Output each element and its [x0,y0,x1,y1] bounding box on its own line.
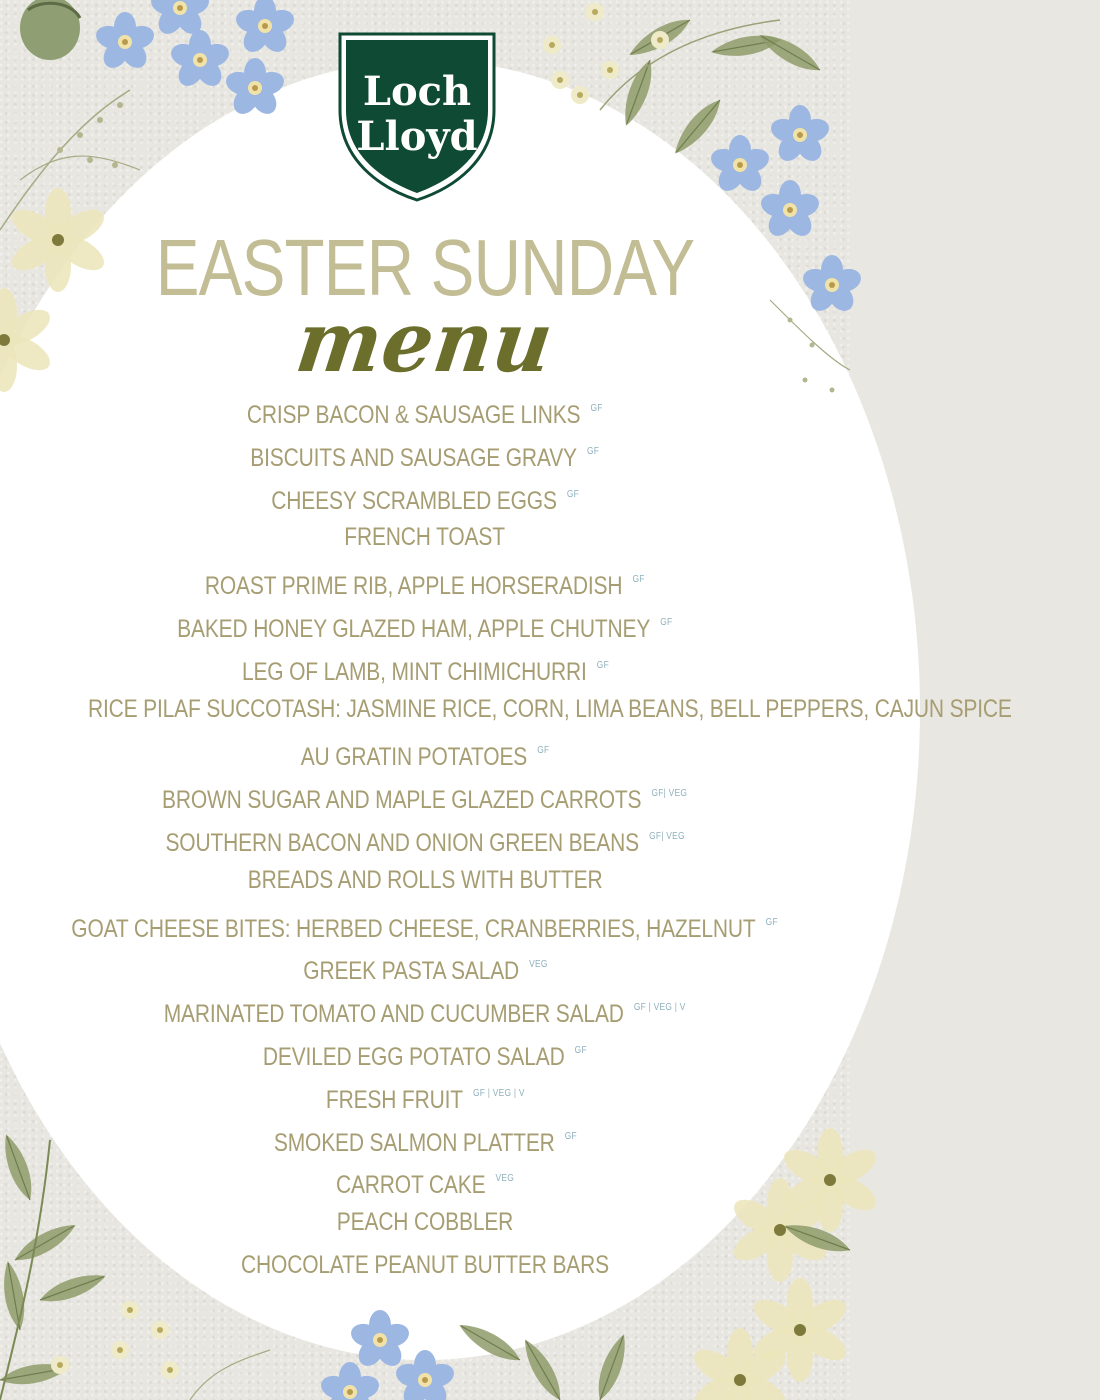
dietary-tag: GF [574,1044,587,1056]
dietary-tag: GF [590,403,603,414]
menu-item-row [248,859,603,906]
dietary-tag: VEG [495,1173,515,1185]
dietary-tag: GF [660,616,673,628]
menu-item-name: RICE PILAF SUCCOTASH: JASMINE RICE, CORN, LIMA BEANS, BELL PEPPERS, CAJUN SPICE [87,694,1012,723]
dietary-tag: GF [537,745,550,757]
menu-item-name: CHOCOLATE PEANUT BUTTER BARS [241,1250,609,1279]
menu-item [0,859,850,902]
logo-text-line1: Loch [362,68,472,115]
dietary-tag: GF| VEG [651,788,688,800]
dietary-tag: GF [587,445,600,457]
menu-item-name: DEVILED EGG POTATO SALAD [262,1042,565,1071]
menu-item [0,1116,850,1159]
dietary-tag: GF | VEG | V [634,1002,686,1014]
menu-item-name: SOUTHERN BACON AND ONION GREEN BEANS [165,828,639,857]
menu-item-row [88,688,1012,735]
dietary-tag: GF [766,916,779,928]
menu-item-name: MARINATED TOMATO AND CUCUMBER SALAD [164,1000,625,1029]
menu-item-name: CARROT CAKE [335,1171,486,1200]
logo-text-line2: Lloyd [356,113,478,160]
dietary-tag: GF [632,574,645,586]
menu-item-name: GOAT CHEESE BITES: HERBED CHEESE, CRANBERRIES, HAZELNUT [71,914,757,943]
menu-item [0,987,850,1030]
menu-item [0,688,1012,731]
menu-item-name: AU GRATIN POTATOES [300,743,528,772]
menu-item-name: FRESH FRUIT [325,1085,463,1114]
menu-item [0,645,850,688]
menu-item [0,1201,850,1244]
menu-item [0,1073,850,1116]
menu-item-name: BREADS AND ROLLS WITH BUTTER [247,865,603,894]
menu-item-name: LEG OF LAMB, MINT CHIMICHURRI [241,657,587,686]
dietary-tag: GF| VEG [648,830,685,842]
dietary-tag: GF | VEG | V [472,1087,525,1099]
menu-item-name: ROAST PRIME RIB, APPLE HORSERADISH [205,572,623,601]
menu-item [0,773,850,816]
menu-item-name: BAKED HONEY GLAZED HAM, APPLE CHUTNEY [177,614,651,643]
menu-list [0,388,1012,1287]
dietary-tag: GF [564,1130,577,1142]
menu-item-name: BROWN SUGAR AND MAPLE GLAZED CARROTS [162,786,642,815]
menu-item [0,1030,850,1073]
menu-item [0,1158,850,1201]
menu-item [0,559,850,602]
loch-lloyd-logo [336,30,498,202]
menu-item [0,388,850,431]
dietary-tag: GF [596,659,609,671]
menu-item [0,474,850,517]
menu-title: EASTER SUNDAY [155,223,695,312]
menu-item-name: GREEK PASTA SALAD [302,957,519,986]
menu-subtitle: menu [290,292,560,391]
dietary-tag: VEG [528,959,548,971]
menu-item-row [345,516,506,563]
menu-item [0,1244,850,1287]
menu-item-row [337,1201,513,1248]
menu-item-name: PEACH COBBLER [336,1208,514,1237]
menu-item-name: CHEESY SCRAMBLED EGGS [271,486,557,515]
menu-item-name: SMOKED SALMON PLATTER [273,1128,555,1157]
menu-item-name: CRISP BACON & SAUSAGE LINKS [247,401,581,429]
menu-item-row [241,1244,609,1291]
menu-item-name: FRENCH TOAST [344,523,506,552]
menu-item [0,816,850,859]
menu-item [0,516,850,559]
menu-item [0,431,850,474]
menu-item-name: BISCUITS AND SAUSAGE GRAVY [250,443,578,472]
dietary-tag: GF [566,488,579,500]
menu-item [0,602,850,645]
menu-item [0,730,850,773]
menu-item [0,902,850,945]
